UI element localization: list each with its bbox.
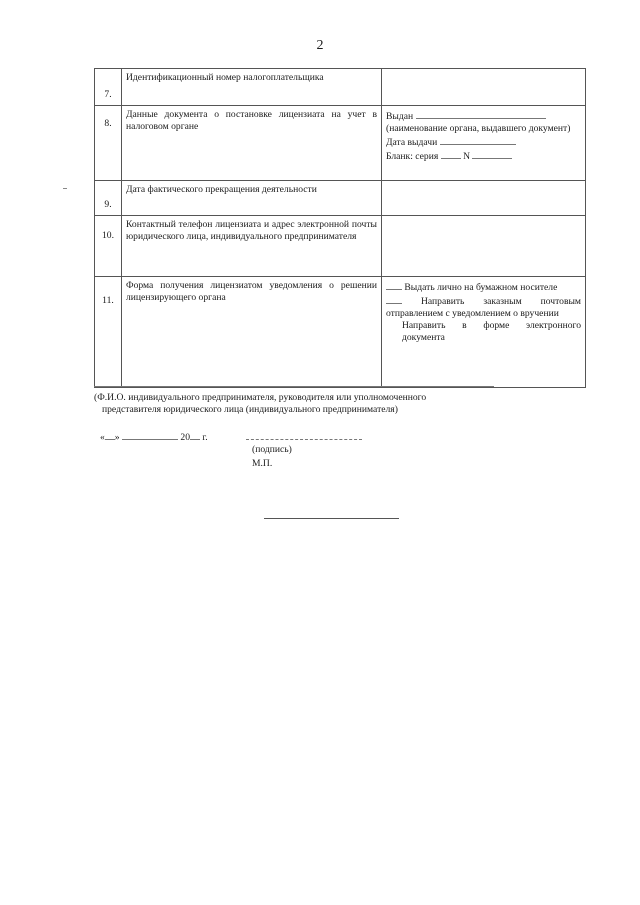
table-row: [95, 69, 586, 106]
day-blank[interactable]: [105, 430, 115, 440]
license-form-table: [94, 68, 586, 388]
row-number: 11.: [95, 277, 122, 388]
month-blank[interactable]: [122, 430, 178, 440]
table-row: [95, 216, 586, 277]
option-label: Направить заказным почтовым отправлением с уведомлением о вручении: [386, 296, 581, 319]
row-label: Идентификационный номер налогоплательщика: [122, 69, 382, 106]
margin-mark: [63, 188, 67, 189]
row-label: Контактный телефон лицензиата и адрес электронной почты юридического лица, индивидуального предпринимателя: [122, 216, 382, 277]
option-checkbox[interactable]: [386, 294, 402, 304]
year-blank[interactable]: [190, 430, 200, 440]
table-row: [95, 106, 586, 181]
row-number: 10.: [95, 216, 122, 277]
form-series-label: Бланк: серия: [386, 151, 439, 162]
option-checkbox[interactable]: [386, 280, 402, 290]
issued-label: Выдан: [386, 111, 414, 122]
date-close-quote: »: [114, 432, 120, 443]
number-sign: N: [463, 151, 471, 162]
option-label: Направить в форме электронного документа: [402, 320, 581, 343]
row-value-tax-registration[interactable]: [382, 106, 586, 181]
year-prefix: 20: [180, 432, 190, 443]
row-value-empty[interactable]: [382, 69, 586, 106]
row-value-delivery-options: [382, 277, 586, 388]
signature-label: (подпись): [252, 444, 292, 455]
issue-date-blank[interactable]: [440, 135, 516, 145]
signatory-caption: [94, 392, 454, 416]
issue-date-label: Дата выдачи: [386, 137, 438, 148]
signatory-caption-line1: (Ф.И.О. индивидуального предпринимателя, руководителя или уполномоченного: [94, 392, 427, 403]
stamp-label: М.П.: [252, 458, 273, 469]
table-row: [95, 277, 586, 388]
row-number: 9.: [95, 181, 122, 216]
date-open-quote: «: [100, 432, 105, 443]
number-blank[interactable]: [472, 149, 512, 159]
signatory-caption-line2: представителя юридического лица (индивидуального предпринимателя): [102, 404, 398, 415]
row-label: Форма получения лицензиатом уведомления о решении лицензирующего органа: [122, 277, 382, 388]
date-line: [100, 430, 208, 443]
signatory-name-line[interactable]: [94, 386, 494, 387]
row-value-empty[interactable]: [382, 181, 586, 216]
row-number: 8.: [95, 106, 122, 181]
series-blank[interactable]: [441, 149, 461, 159]
page-number: 2: [316, 38, 324, 53]
row-value-empty[interactable]: [382, 216, 586, 277]
option-label: Выдать лично на бумажном носителе: [404, 282, 558, 293]
signature-blank[interactable]: [246, 439, 362, 440]
year-suffix: г.: [202, 432, 208, 443]
table-row: [95, 181, 586, 216]
issuer-hint: (наименование органа, выдавшего документ): [386, 123, 571, 134]
end-divider: [264, 518, 399, 519]
row-label: Дата фактического прекращения деятельности: [122, 181, 382, 216]
issued-blank[interactable]: [416, 109, 546, 119]
row-label: Данные документа о постановке лицензиата на учет в налоговом органе: [122, 106, 382, 181]
row-number: 7.: [95, 69, 122, 106]
